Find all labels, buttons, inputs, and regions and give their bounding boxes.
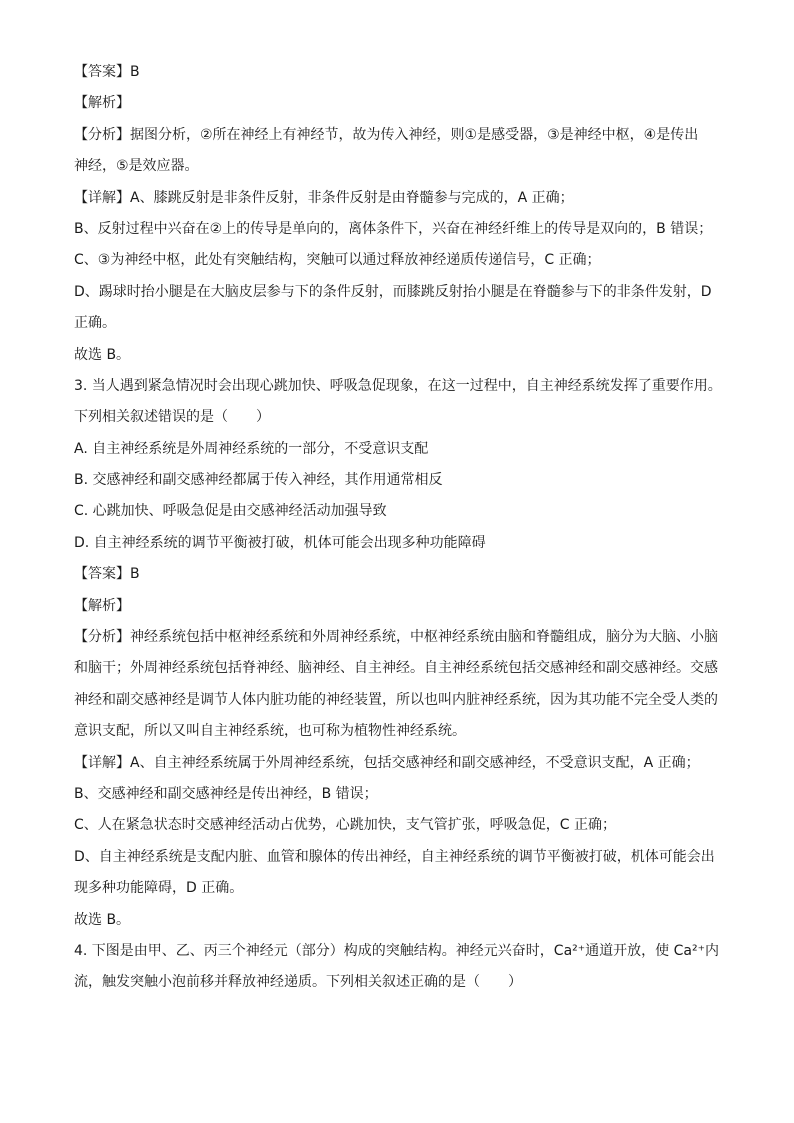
conclusion-q3: 故选 B。 <box>74 911 131 928</box>
answer-label-q2: 【答案】B <box>74 64 140 80</box>
detail-c-q2: C、③为神经中枢，此处有突触结构，突触可以通过释放神经递质传递信号，C 正确； <box>74 252 601 269</box>
detail-a-q3: 【详解】A、自主神经系统属于外周神经系统，包括交感神经和副交感神经，不受意识支配，A 正确； <box>74 754 700 771</box>
analysis-text-q3-line2: 和脑干；外周神经系统包括脊神经、脑神经、自主神经。自主神经系统包括交感神经和副交感神经。交感 <box>74 660 718 677</box>
question-4-stem-line2: 流，触发突触小泡前移并释放神经递质。下列相关叙述正确的是（ ） <box>74 974 522 991</box>
analysis-text-q3-line3: 神经和副交感神经是调节人体内脏功能的神经装置，所以也叫内脏神经系统，因为其功能不完全受人类的 <box>74 691 718 708</box>
document-page <box>74 62 724 1004</box>
question-3-option-d: D. 自主神经系统的调节平衡被打破，机体可能会出现多种功能障碍 <box>74 534 486 551</box>
analysis-label-q2: 【解析】 <box>74 95 130 112</box>
question-3-option-c: C. 心跳加快、呼吸急促是由交感神经活动加强导致 <box>74 503 387 520</box>
analysis-text-q2-line2: 神经，⑤是效应器。 <box>74 158 199 175</box>
analysis-text-q3-line4: 意识支配，所以又叫自主神经系统，也可称为植物性神经系统。 <box>74 723 466 740</box>
conclusion-q2: 故选 B。 <box>74 346 131 363</box>
detail-c-q3: C、人在紧急状态时交感神经活动占优势，心跳加快，支气管扩张，呼吸急促，C 正确； <box>74 817 616 834</box>
detail-a-q2: 【详解】A、膝跳反射是非条件反射，非条件反射是由脊髓参与完成的，A 正确； <box>74 189 574 206</box>
detail-d-q3-line1: D、自主神经系统是支配内脏、血管和腺体的传出神经，自主神经系统的调节平衡被打破，机体可能会出 <box>74 848 715 865</box>
analysis-text-q3-line1: 【分析】神经系统包括中枢神经系统和外周神经系统，中枢神经系统由脑和脊髓组成，脑分为大脑、小脑 <box>74 629 718 646</box>
detail-d-q2-line1: D、踢球时抬小腿是在大脑皮层参与下的条件反射，而膝跳反射抬小腿是在脊髓参与下的非条件发射，D <box>74 283 712 300</box>
analysis-text-q2-line1: 【分析】据图分析，②所在神经上有神经节，故为传入神经，则①是感受器，③是神经中枢，④是传出 <box>74 126 699 143</box>
question-3-stem-line1: 3. 当人遇到紧急情况时会出现心跳加快、呼吸急促现象，在这一过程中，自主神经系统发挥了重要作用。 <box>74 377 722 394</box>
analysis-label-q3: 【解析】 <box>74 597 130 614</box>
question-3-stem-line2: 下列相关叙述错误的是（ ） <box>74 409 270 426</box>
detail-d-q3-line2: 现多种功能障碍，D 正确。 <box>74 880 244 897</box>
detail-b-q3: B、交感神经和副交感神经是传出神经，B 错误； <box>74 785 378 802</box>
question-3-option-b: B. 交感神经和副交感神经都属于传入神经，其作用通常相反 <box>74 472 443 489</box>
detail-d-q2-line2: 正确。 <box>74 315 116 332</box>
question-4-stem-line1: 4. 下图是由甲、乙、丙三个神经元（部分）构成的突触结构。神经元兴奋时，Ca²⁺通道开放，使 Ca²⁺内 <box>74 942 719 959</box>
detail-b-q2: B、反射过程中兴奋在②上的传导是单向的，离体条件下，兴奋在神经纤维上的传导是双向的，B 错误； <box>74 220 713 237</box>
answer-label-q3: 【答案】B <box>74 566 140 583</box>
question-3-option-a: A. 自主神经系统是外周神经系统的一部分，不受意识支配 <box>74 440 429 457</box>
